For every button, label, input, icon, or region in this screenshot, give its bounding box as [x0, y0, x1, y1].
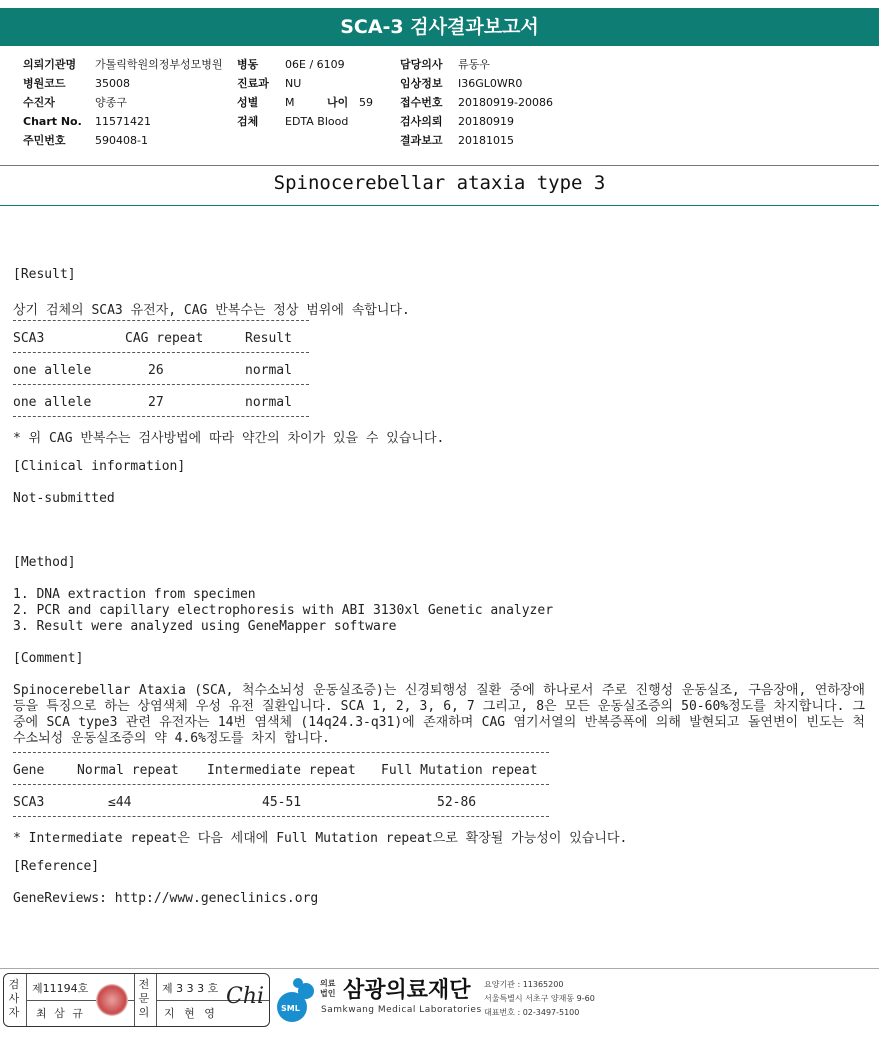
- comment-note: * Intermediate repeat은 다음 세대에 Full Mutation repeat으로 확장될 가능성이 있습니다.: [13, 831, 628, 846]
- result-row-result: normal: [245, 363, 292, 378]
- info-value: 35008: [95, 77, 130, 90]
- specialist-label: 전문의: [138, 978, 150, 1019]
- result-row-allele: one allele: [13, 395, 92, 410]
- signature-box: [3, 973, 270, 1027]
- comment-header-normal: Normal repeat: [77, 763, 179, 778]
- comment-header-intermediate: Intermediate repeat: [207, 763, 356, 778]
- table-divider: [13, 352, 309, 353]
- info-value: 20180919: [458, 115, 514, 128]
- info-value: 11571421: [95, 115, 151, 128]
- specialist-number: 제 3 3 3 호: [162, 982, 219, 995]
- table-divider: [13, 416, 309, 417]
- info-label: 성별: [237, 96, 259, 109]
- info-col-1: [23, 55, 223, 150]
- clinical-text: Not-submitted: [13, 491, 115, 506]
- result-summary: 상기 검체의 SCA3 유전자, CAG 반복수는 정상 범위에 속합니다.: [13, 303, 410, 318]
- age-value: 59: [359, 96, 373, 109]
- info-label: 병원코드: [23, 77, 66, 90]
- info-label: 임상정보: [400, 77, 443, 90]
- result-row-allele: one allele: [13, 363, 92, 378]
- signature: Chi: [226, 984, 265, 1009]
- report-title: SCA-3 검사결과보고서: [0, 8, 879, 46]
- table-divider: [13, 384, 309, 385]
- comment-row-full: 52-86: [437, 795, 477, 810]
- info-col-2: [237, 55, 373, 131]
- clinical-title: [Clinical information]: [13, 459, 186, 474]
- info-value: 가톨릭학원의정부성모병원: [95, 58, 223, 71]
- institution-code: 요양기관 : 11365200: [484, 980, 564, 989]
- table-divider: [13, 816, 549, 817]
- result-title: [Result]: [13, 267, 76, 282]
- method-title: [Method]: [13, 555, 76, 570]
- header-divider: [0, 165, 879, 166]
- result-header-cag: CAG repeat: [125, 331, 204, 346]
- info-label: 결과보고: [400, 134, 443, 147]
- table-divider: [13, 784, 549, 785]
- report-heading: Spinocerebellar ataxia type 3: [273, 172, 606, 194]
- result-header-result: Result: [245, 331, 292, 346]
- comment-row-gene: SCA3: [13, 795, 45, 810]
- info-value: NU: [285, 77, 302, 90]
- result-header-gene: SCA3: [13, 331, 45, 346]
- info-label: 진료과: [237, 77, 269, 90]
- tester-label: 검사자: [8, 978, 20, 1019]
- info-value: 06E / 6109: [285, 58, 345, 71]
- comment-text: Spinocerebellar Ataxia (SCA, 척수소뇌성 운동실조증)는 신경퇴행성 질환 중에 하나로서 주로 진행성 운동실조, 구음장애, 연하장애 등을 특징으로 하는 상염색체 우성 유전 질환입니다. SCA 1, 2, 3, 6, 7 그리고, 8은 모든 운동실조증의 50-60%정도를 차지합니다. 그중에 SCA type3 관련 유전자는 14번 염색체 (14q24.3-q31)에 존재하며 CAG 염기서열의 반복증폭에 의해 발현되고 돌연변이 빈도는 척수소뇌성 운동실조증의 약 4.6%정도를 차지 합니다.: [13, 683, 865, 746]
- method-item: 1. DNA extraction from specimen: [13, 587, 256, 602]
- comment-title: [Comment]: [13, 651, 84, 666]
- sml-logo-icon: [270, 975, 320, 1025]
- result-row-repeat: 26: [148, 363, 164, 378]
- org-phone: 대표번호 : 02-3497-5100: [484, 1008, 580, 1017]
- info-label: 검사의뢰: [400, 115, 443, 128]
- info-col-3: [400, 55, 553, 150]
- info-label: 접수번호: [400, 96, 443, 109]
- info-value: 류동우: [458, 58, 490, 71]
- info-value: 20180919-20086: [458, 96, 553, 109]
- tester-number: 제11194호: [32, 982, 89, 995]
- info-label: 주민번호: [23, 134, 66, 147]
- info-value: EDTA Blood: [285, 115, 349, 128]
- info-label: 담당의사: [400, 58, 443, 71]
- box-divider: [134, 974, 135, 1026]
- org-address: 서울특별시 서초구 양재동 9-60: [484, 994, 595, 1003]
- reference-text: GeneReviews: http://www.geneclinics.org: [13, 891, 319, 906]
- result-row-repeat: 27: [148, 395, 164, 410]
- comment-row-normal: ≤44: [108, 795, 132, 810]
- info-label: 수진자: [23, 96, 55, 109]
- info-value: 양종구: [95, 96, 127, 109]
- specialist-name: 지 현 영: [164, 1007, 218, 1020]
- footer-divider: [0, 968, 879, 969]
- reference-title: [Reference]: [13, 859, 100, 874]
- method-item: 3. Result were analyzed using GeneMapper software: [13, 619, 397, 634]
- info-label: 의뢰기관명: [23, 58, 77, 71]
- info-value: I36GL0WR0: [458, 77, 523, 90]
- org-english-name: Samkwang Medical Laboratories: [321, 1005, 482, 1015]
- info-value: 590408-1: [95, 134, 148, 147]
- table-divider: [13, 320, 309, 321]
- org-name: 삼광의료재단: [343, 978, 471, 1003]
- age-label: 나이: [327, 96, 349, 109]
- comment-header-gene: Gene: [13, 763, 45, 778]
- table-divider: [13, 752, 549, 753]
- result-note: * 위 CAG 반복수는 검사방법에 따라 약간의 차이가 있을 수 있습니다.: [13, 431, 445, 446]
- info-label: 검체: [237, 115, 259, 128]
- info-value: M: [285, 96, 295, 109]
- info-label: 병동: [237, 58, 259, 71]
- heading-divider: [0, 205, 879, 206]
- method-item: 2. PCR and capillary electrophoresis with ABI 3130xl Genetic analyzer: [13, 603, 554, 618]
- comment-header-full: Full Mutation repeat: [381, 763, 538, 778]
- seal-stamp: [96, 984, 128, 1016]
- logo-text: SML: [281, 1004, 300, 1013]
- comment-row-intermediate: 45-51: [262, 795, 302, 810]
- result-row-result: normal: [245, 395, 292, 410]
- org-type: 의료법인: [320, 979, 336, 998]
- info-value: 20181015: [458, 134, 514, 147]
- tester-name: 최 삼 규: [36, 1007, 85, 1020]
- info-label: Chart No.: [23, 115, 82, 128]
